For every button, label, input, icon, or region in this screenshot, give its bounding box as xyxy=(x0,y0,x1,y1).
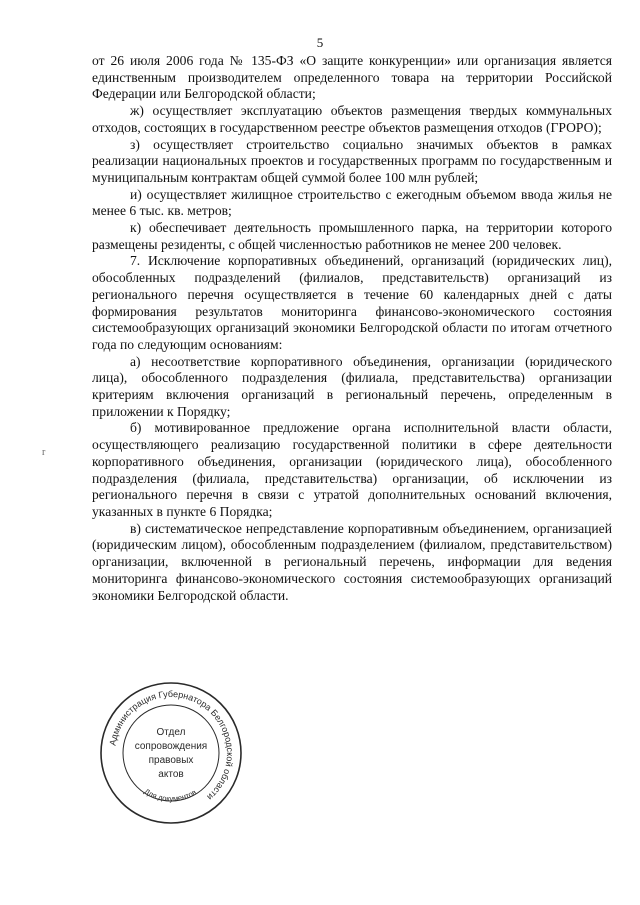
paragraph-item-b: б) мотивированное предложение органа исполнительной власти области, осуществляющего реализацию государственной политики в сфере деятельности корпоративного объединения, организации (юридического лица), обособленного подразделения (филиала, представительства) организации, об исключении из регионального перечня в связи с утратой дополнительных оснований включения, указанных в пункте 6 Порядка; xyxy=(92,420,612,519)
paragraph-item-a: а) несоответствие корпоративного объединения, организации (юридического лица), обособленного подразделения (филиала, представительства) организации критериям включения организаций в региональный перечень, определенным в приложении к Порядку; xyxy=(92,353,612,419)
paragraph-item-zh: ж) осуществляет эксплуатацию объектов размещения твердых коммунальных отходов, состоящих в государственном реестре объектов размещения отходов (ГРОРО); xyxy=(92,103,612,135)
stamp-ring-text: Администрация Губернатора Белгородской области xyxy=(107,688,236,803)
paragraph-item-i: и) осуществляет жилищное строительство с ежегодным объемом ввода жилья не менее 6 тыс. кв. метров; xyxy=(92,186,612,219)
stamp-line-3: правовых xyxy=(148,755,194,766)
stamp-line-4: актов xyxy=(158,769,184,780)
page-number: 5 xyxy=(316,35,324,50)
paragraph-item-k: к) обеспечивает деятельность промышленного парка, на территории которого размещены резиденты, с общей численностью работников не менее 200 человек. xyxy=(92,220,612,252)
stamp-line-2: сопровождения xyxy=(134,741,208,752)
stamp-inner-ring xyxy=(123,705,219,801)
margin-mark: r xyxy=(42,447,46,458)
paragraph-continuation: от 26 июля 2006 года № 135-ФЗ «О защите конкуренции» или организация является единственным производителем определенного товара на территории Российской Федерации или Белгородской области; xyxy=(92,53,612,102)
paragraph-item-z: з) осуществляет строительство социально значимых объектов в рамках реализации национальных проектов и государственных программ по государственным и муниципальным контрактам общей суммой более 100 млн рублей; xyxy=(92,136,612,185)
paragraph-section-7: 7. Исключение корпоративных объединений, организаций (юридических лиц), обособленных подразделений (филиалов, представительств) организаций из регионального перечня осуществляется в течение 60 календарных дней с даты формирования результатов мониторинга финансово-экономического состояния системообразующих организаций экономики Белгородской области по итогам отчетного года по следующим основаниям: xyxy=(92,253,612,352)
stamp-line-1: Отдел xyxy=(156,727,186,738)
stamp-bottom-text: Для документов xyxy=(142,786,198,804)
document-body xyxy=(92,53,612,604)
paragraph-item-v: в) систематическое непредставление корпоративным объединением, организацией (юридическим лицом), обособленным подразделением (филиалом, представительством) организации, включенной в региональный перечень, информации для ведения мониторинга финансово-экономического состояния системообразующих организаций экономики Белгородской области. xyxy=(92,520,612,603)
official-stamp-seal xyxy=(98,680,244,826)
